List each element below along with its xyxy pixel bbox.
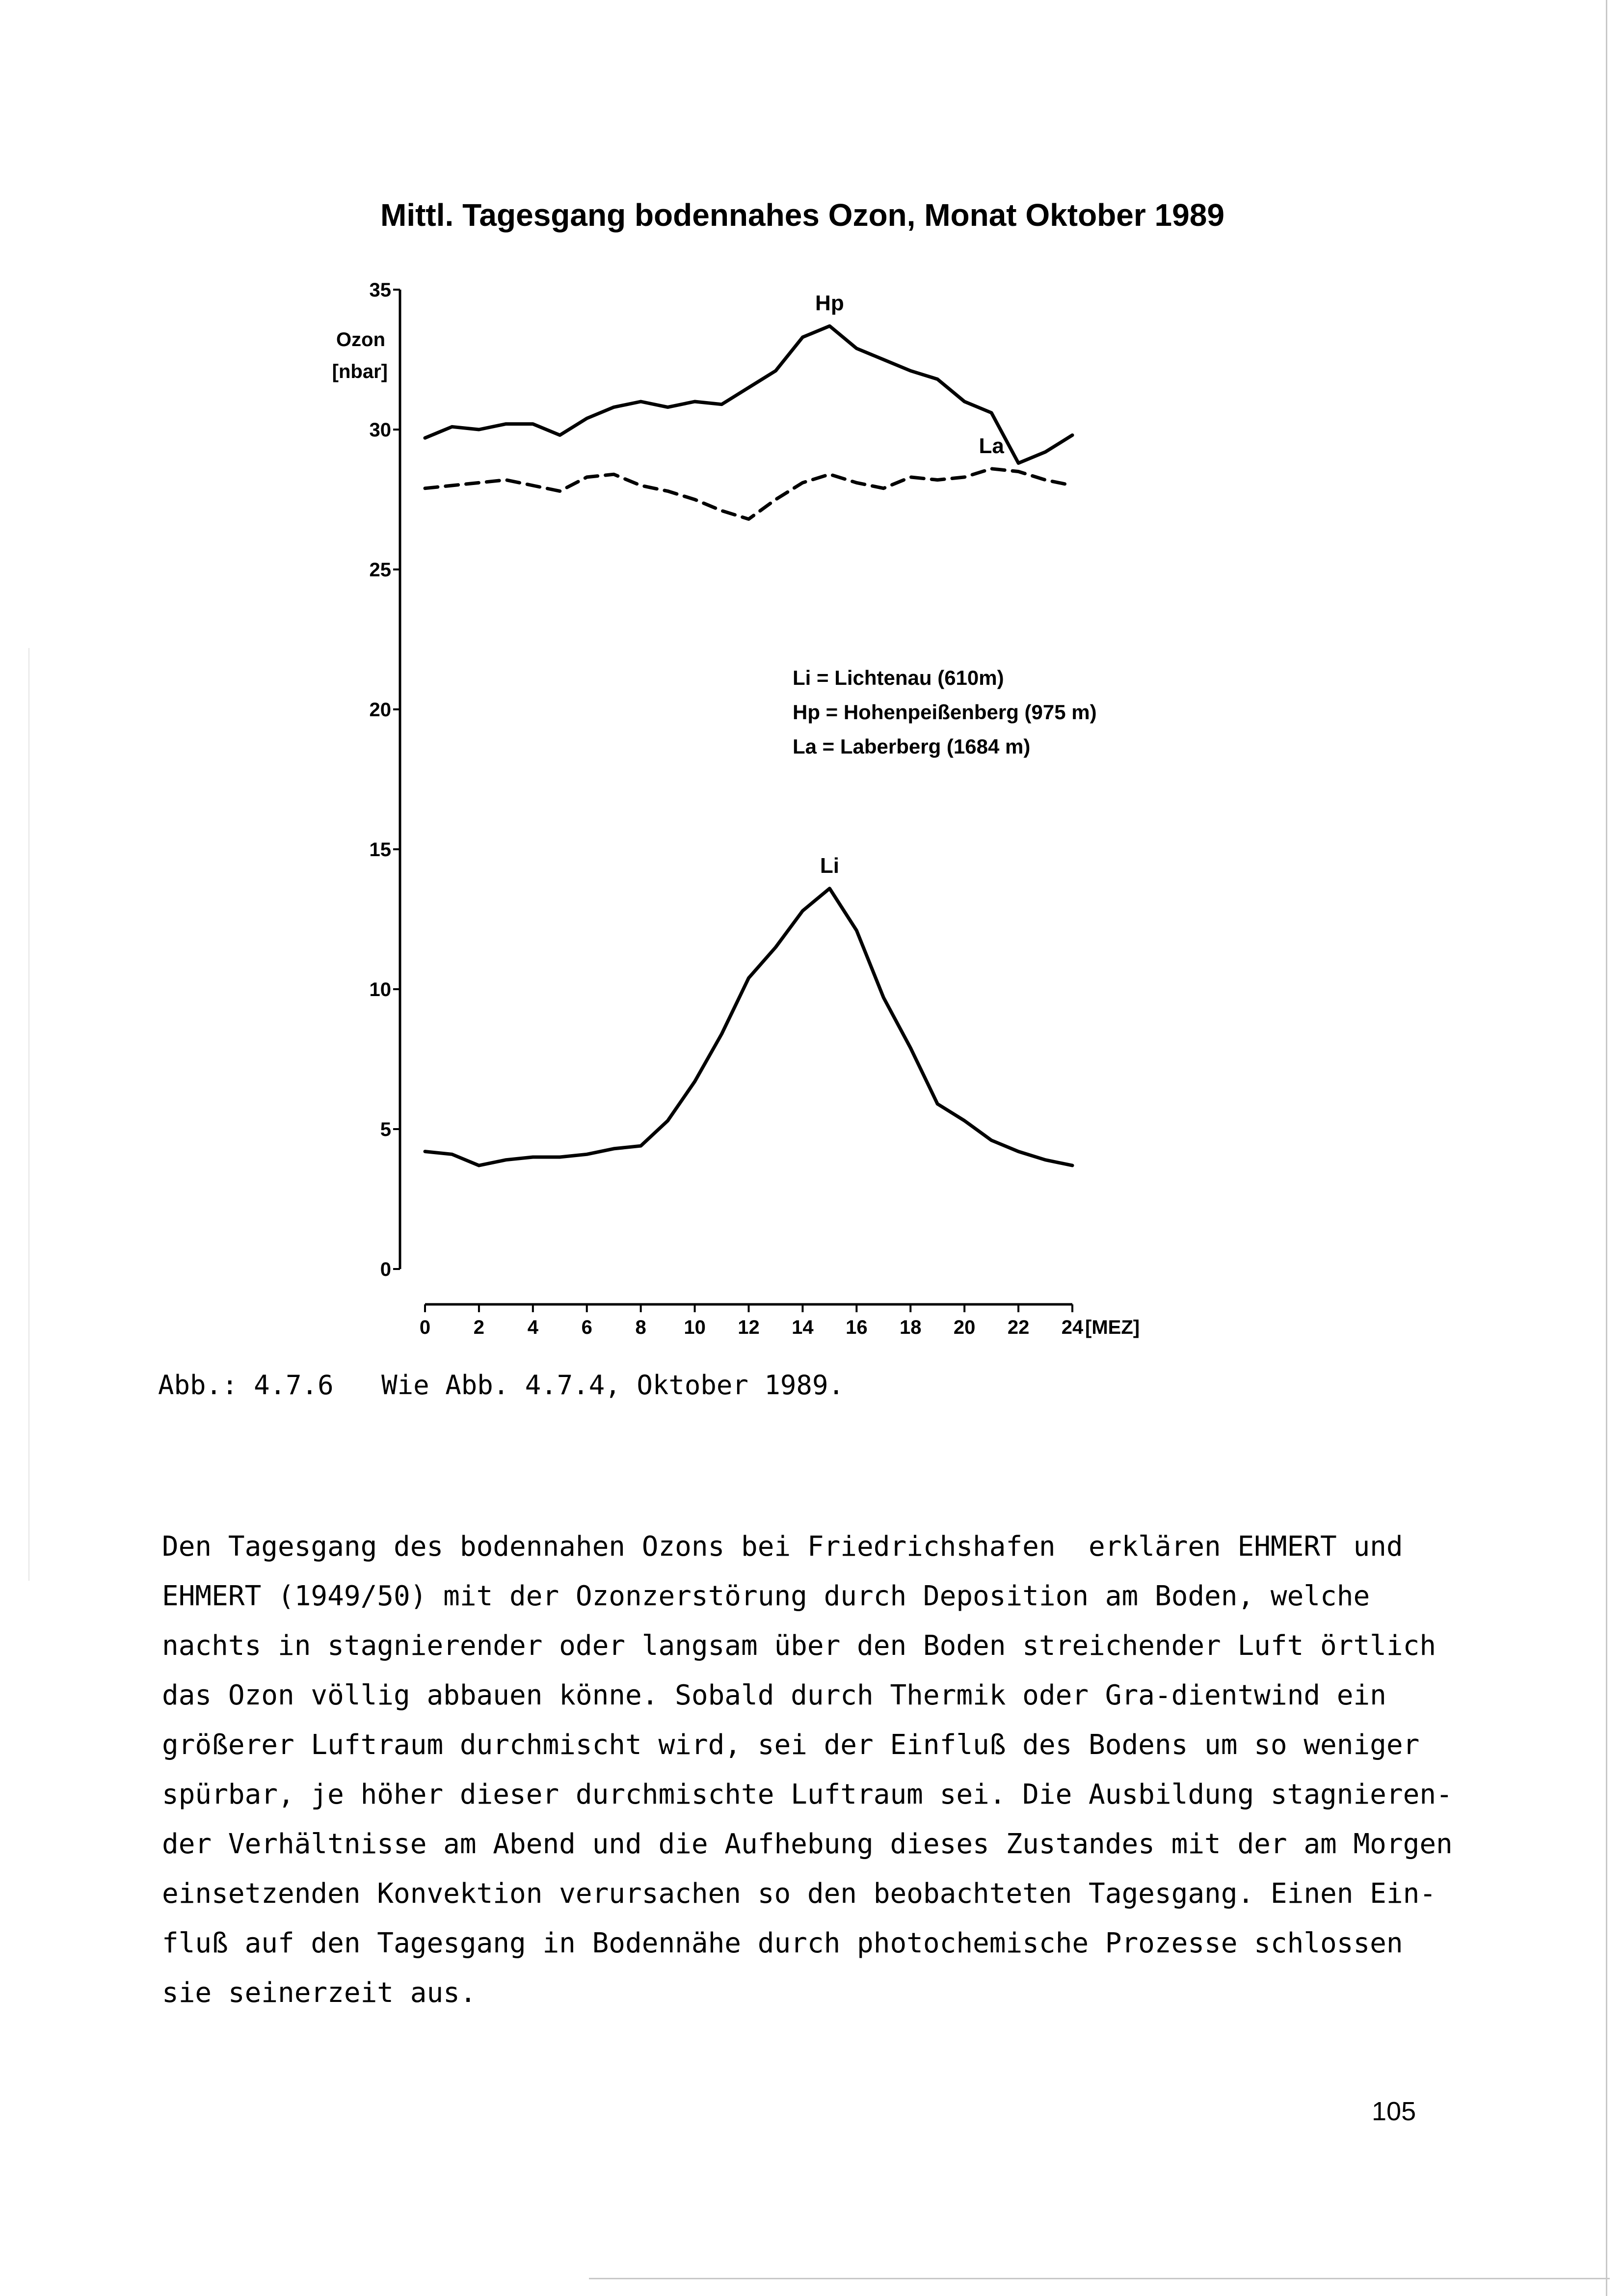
legend-item-hp: Hp = Hohenpeißenberg (975 m) (793, 701, 1097, 724)
y-tick-label: 15 (369, 839, 391, 861)
x-tick-label: 16 (846, 1317, 868, 1338)
legend-item-li: Li = Lichtenau (610m) (793, 666, 1004, 689)
x-axis (420, 1304, 1140, 1338)
y-axis-label-line-2: [nbar] (332, 361, 388, 382)
paragraph-line: der Verhältnisse am Abend und die Aufhebung dieses Zustandes mit der am Morgen (162, 1828, 1453, 1860)
y-tick-label: 5 (380, 1119, 391, 1140)
figure-caption: Abb.: 4.7.6 Wie Abb. 4.7.4, Oktober 1989. (158, 1370, 844, 1401)
series-line-li (425, 889, 1072, 1165)
x-tick-label: 10 (684, 1317, 706, 1338)
y-axis-label-line-1: Ozon (336, 329, 385, 351)
chart-title: Mittl. Tagesgang bodennahes Ozon, Monat Oktober 1989 (380, 197, 1224, 233)
x-tick-label: 14 (792, 1317, 814, 1338)
bottom-margin-rule (589, 2278, 1610, 2279)
series-line-hp (425, 326, 1072, 463)
y-axis-label (332, 329, 388, 382)
series-label-li: Li (820, 853, 839, 878)
paragraph-line: fluß auf den Tagesgang in Bodennähe durch photochemische Prozesse schlossen (162, 1927, 1403, 1959)
paragraph-line: einsetzenden Konvektion verursachen so den beobachteten Tagesgang. Einen Ein- (162, 1878, 1437, 1910)
x-tick-label: 22 (1007, 1317, 1030, 1338)
series-lines (425, 291, 1072, 1165)
page-number: 105 (1372, 2097, 1416, 2126)
paragraph-line: Den Tagesgang des bodennahen Ozons bei Friedrichshafen erklären EHMERT und (162, 1531, 1403, 1563)
y-axis (370, 279, 400, 1280)
x-tick-label: 20 (953, 1317, 976, 1338)
y-tick-label: 25 (369, 559, 391, 581)
x-tick-label: 6 (581, 1317, 592, 1338)
x-tick-label: 8 (635, 1317, 646, 1338)
series-label-la: La (979, 433, 1004, 458)
y-tick-label: 35 (369, 279, 391, 301)
x-tick-label: 18 (900, 1317, 922, 1338)
series-line-la (425, 469, 1072, 519)
y-tick-label: 20 (369, 699, 391, 721)
x-axis-label: [MEZ] (1085, 1317, 1140, 1338)
y-tick-label: 10 (369, 979, 391, 1000)
paragraph-line: nachts in stagnierender oder langsam über den Boden streichender Luft örtlich (162, 1630, 1437, 1662)
x-tick-label: 4 (527, 1317, 538, 1338)
x-tick-label: 12 (738, 1317, 760, 1338)
x-tick-label: 0 (419, 1317, 431, 1338)
paragraph-line: sie seinerzeit aus. (162, 1977, 477, 2009)
paragraph-line: EHMERT (1949/50) mit der Ozonzerstörung durch Deposition am Boden, welche (162, 1580, 1370, 1612)
legend (793, 666, 1097, 758)
body-paragraph (162, 1522, 1453, 2018)
paragraph-line: das Ozon völlig abbauen könne. Sobald durch Thermik oder Gra-dientwind ein (162, 1679, 1386, 1711)
paragraph-line: größerer Luftraum durchmischt wird, sei der Einfluß des Bodens um so weniger (162, 1729, 1420, 1761)
x-tick-label: 2 (473, 1317, 485, 1338)
series-label-hp: Hp (815, 291, 844, 316)
legend-item-la: La = Laberberg (1684 m) (793, 735, 1031, 758)
y-tick-label: 0 (380, 1259, 391, 1280)
paragraph-line: spürbar, je höher dieser durchmischte Luftraum sei. Die Ausbildung stagnieren- (162, 1779, 1453, 1810)
x-tick-label: 24 (1061, 1317, 1084, 1338)
y-tick-label: 30 (369, 419, 391, 441)
